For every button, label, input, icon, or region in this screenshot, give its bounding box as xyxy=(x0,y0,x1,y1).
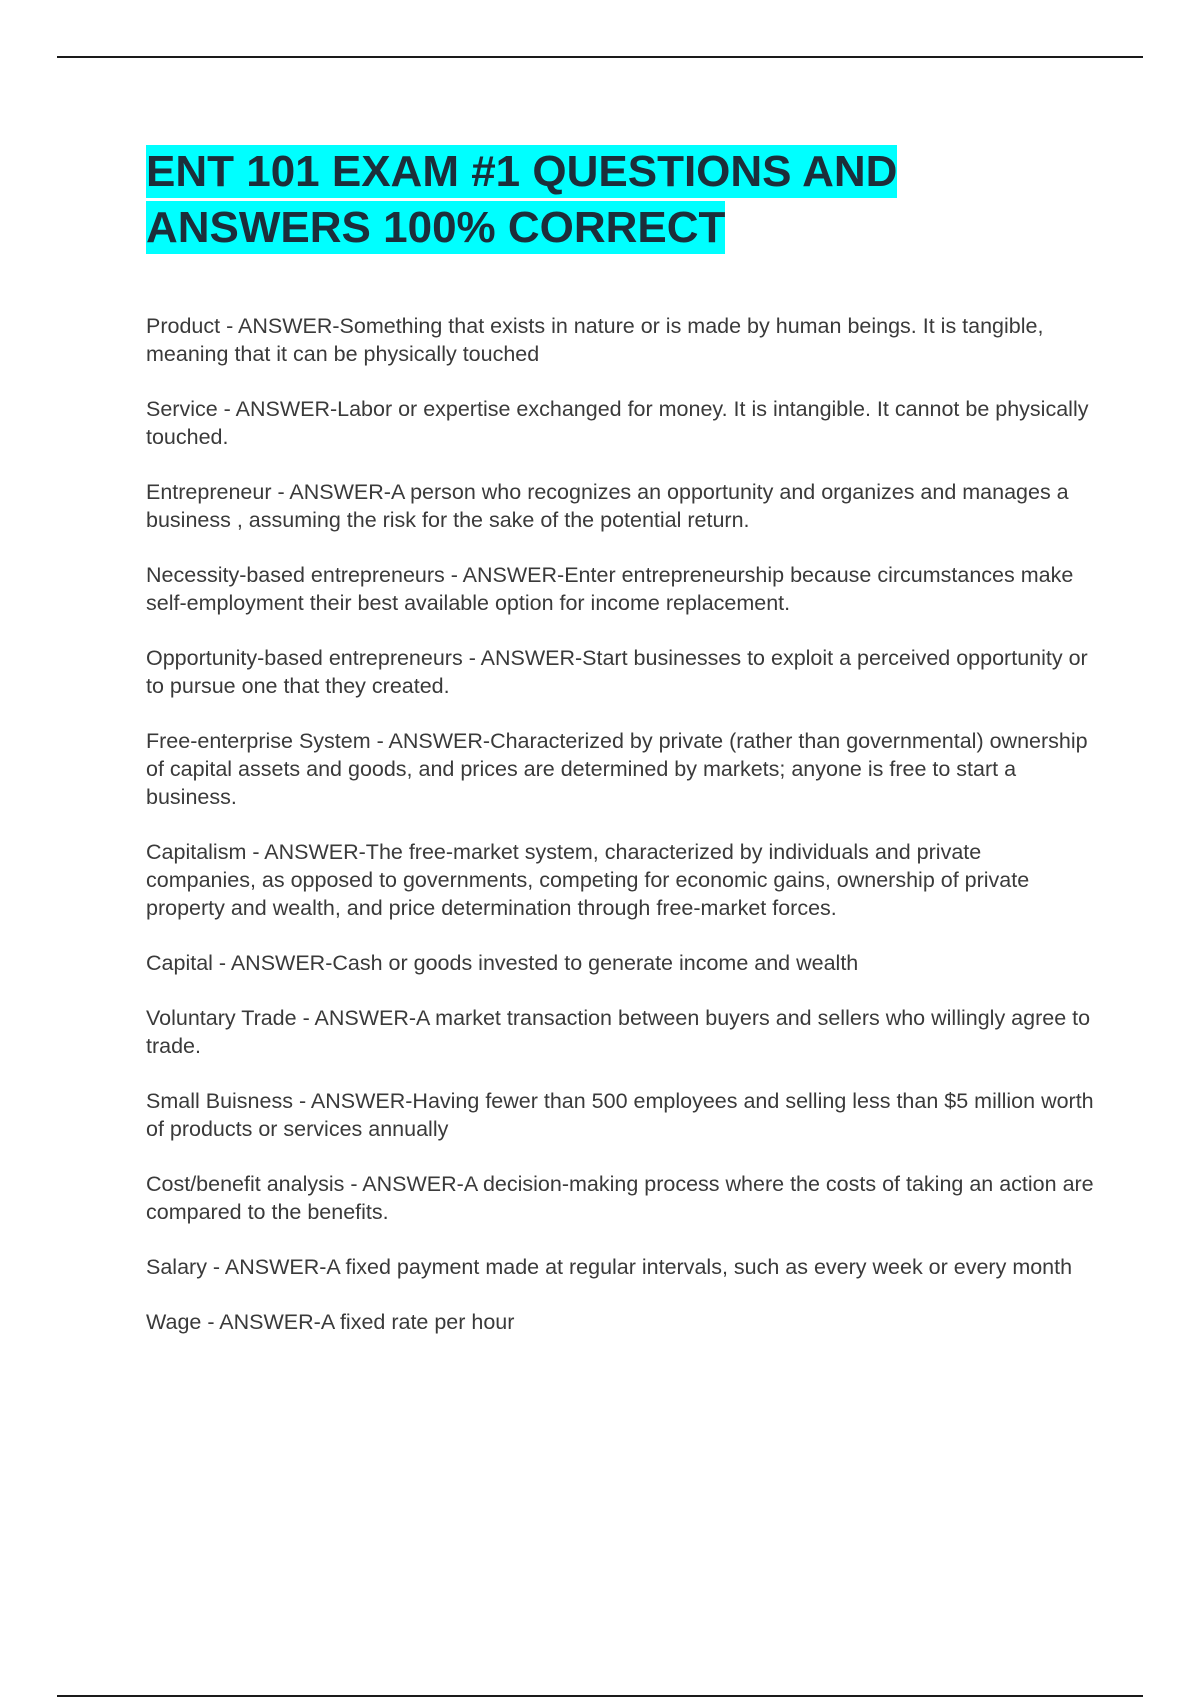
top-divider xyxy=(57,56,1143,58)
qa-item-cost-benefit-analysis: Cost/benefit analysis - ANSWER-A decision-making process where the costs of taking an action are compared to the benefits. xyxy=(146,1172,1094,1224)
page-title xyxy=(146,144,1106,256)
qa-item-salary: Salary - ANSWER-A fixed payment made at regular intervals, such as every week or every month xyxy=(146,1255,1073,1279)
qa-item-free-enterprise-system: Free-enterprise System - ANSWER-Characterized by private (rather than governmental) ownership of capital assets and goods, and prices are determined by markets; anyone is free to start a business. xyxy=(146,729,1088,809)
qa-item-product: Product - ANSWER-Something that exists in nature or is made by human beings. It is tangible, meaning that it can be physically touched xyxy=(146,314,1044,366)
qa-item-necessity-based-entrepreneurs: Necessity-based entrepreneurs - ANSWER-Enter entrepreneurship because circumstances make self-employment their best available option for income replacement. xyxy=(146,563,1074,615)
qa-item-opportunity-based-entrepreneurs: Opportunity-based entrepreneurs - ANSWER-Start businesses to exploit a perceived opportunity or to pursue one that they created. xyxy=(146,646,1088,698)
bottom-divider xyxy=(57,1695,1143,1697)
qa-list xyxy=(146,312,1096,1363)
qa-item-entrepreneur: Entrepreneur - ANSWER-A person who recognizes an opportunity and organizes and manages a business , assuming the risk for the sake of the potential return. xyxy=(146,480,1069,532)
qa-item-capital: Capital - ANSWER-Cash or goods invested to generate income and wealth xyxy=(146,951,859,975)
qa-item-service: Service - ANSWER-Labor or expertise exchanged for money. It is intangible. It cannot be physically touched. xyxy=(146,397,1089,449)
page-title-text: ENT 101 EXAM #1 QUESTIONS AND ANSWERS 100% CORRECT xyxy=(146,147,898,252)
qa-item-wage: Wage - ANSWER-A fixed rate per hour xyxy=(146,1310,515,1334)
qa-item-small-business: Small Buisness - ANSWER-Having fewer than 500 employees and selling less than $5 million worth of products or services annually xyxy=(146,1089,1094,1141)
qa-item-voluntary-trade: Voluntary Trade - ANSWER-A market transaction between buyers and sellers who willingly agree to trade. xyxy=(146,1006,1091,1058)
qa-item-capitalism: Capitalism - ANSWER-The free-market system, characterized by individuals and private companies, as opposed to governments, competing for economic gains, ownership of private property and wealth, and price determination through free-market forces. xyxy=(146,840,1030,920)
